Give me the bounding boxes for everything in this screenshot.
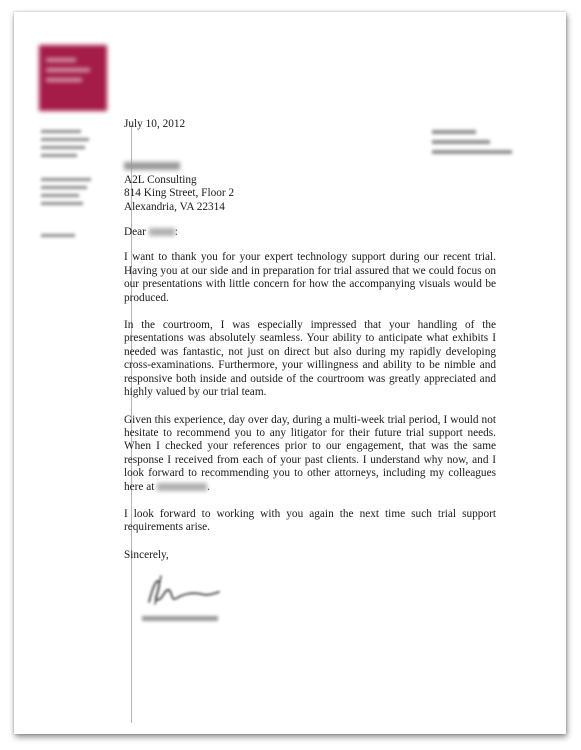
sidebar-address-block [41,130,89,162]
salutation-suffix: : [174,226,178,239]
recipient-city: Alexandria, VA 22314 [124,200,225,213]
recipient-company: A2L Consulting [124,173,197,186]
paragraph-1: I want to thank you for your expert technology support during our recent trial. Having you at our side and in preparation for trial assured that we could focus on our presentations with little concern for how the accompanying visuals would be produced. [124,251,496,304]
salutation [124,226,496,239]
sidebar-phone-block [41,178,91,210]
paragraph-3-text: Given this experience, day over day, during a multi-week trial period, I would not hesitate to recommend you to any litigator for their future trial support needs. When I checked your references prior to our engagement, that was the same response I received from each of your past clients. I understand why now, and I look forward to recommending you to other attorneys, including my colleagues here at [124,413,496,493]
recipient-name [124,160,496,173]
redacted-recipient-name [124,162,180,170]
letter-date: July 10, 2012 [124,118,186,130]
redacted-salutation-name [149,228,175,236]
paragraph-3 [124,414,496,494]
paragraph-4: I look forward to working with you again the next time such trial support requirements arise. [124,507,496,534]
closing: Sincerely, [124,548,169,561]
salutation-prefix: Dear [124,226,146,239]
redacted-firm-name [157,483,207,491]
recipient-street: 814 King Street, Floor 2 [124,187,235,200]
letter-body [124,118,496,562]
paragraph-3-end: . [207,480,211,493]
firm-logo-mark [46,58,100,98]
recipient-address [124,160,496,214]
handwritten-signature [143,572,223,613]
paragraph-2: In the courtroom, I was especially impressed that your handling of the presentations was absolutely seamless. Your ability to anticipate what exhibits I needed was fantastic, not just on direct but also during my rapidly developing cross-examinations. Furthermore, your willingness and ability to be nimble and responsive both inside and outside of the courtroom was greatly appreciated and highly valued by our trial team. [124,319,496,399]
sidebar-web-block [41,234,75,242]
signer-name [142,616,218,621]
